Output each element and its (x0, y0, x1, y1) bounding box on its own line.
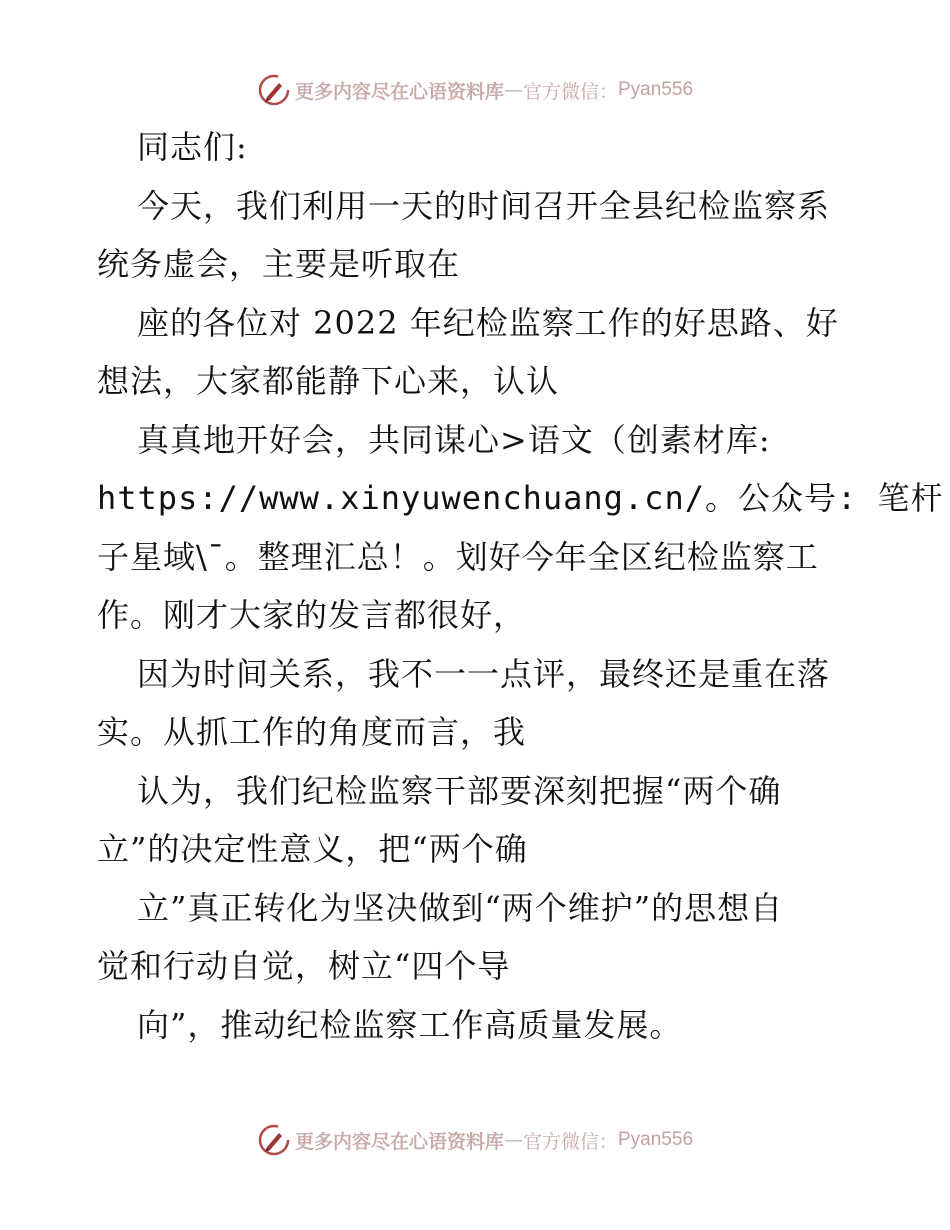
header-wechat-label: 官方微信： (522, 80, 618, 103)
body-line: 作。刚才大家的发言都很好， (97, 596, 527, 634)
header-separator: — (503, 79, 523, 101)
body-line: 认为，我们纪检监察干部要深刻把握“两个确 (137, 771, 782, 810)
body-line: https://www.xinyuwenchuang.cn/。公众号: 笔杆 (97, 479, 944, 517)
body-line: 座的各位对 2022 年纪检监察工作的好思路、好 (137, 303, 839, 342)
footer-banner (0, 1120, 950, 1160)
body-line: 真真地开好会，共同谋心>语文（创素材库: (137, 420, 771, 459)
header-banner (0, 70, 950, 110)
pen-nib-logo-icon (257, 73, 291, 107)
body-line: 想法，大家都能静下心来，认认 (97, 362, 560, 400)
pen-nib-logo-icon (257, 1123, 291, 1157)
body-line: 因为时间关系，我不一一点评，最终还是重在落 (137, 654, 831, 693)
body-line: 立”真正转化为坚决做到“两个维护”的思想自 (137, 888, 784, 927)
body-line: 统务虚会，主要是听取在 (97, 245, 461, 283)
body-line: 实。从抓工作的角度而言，我 (97, 713, 527, 751)
footer-wechat-id: Pyan556 (618, 1129, 694, 1150)
body-line: 觉和行动自觉，树立“四个导 (97, 947, 511, 985)
footer-separator: — (503, 1129, 523, 1151)
document-body (97, 118, 944, 1054)
header-wechat-id: Pyan556 (618, 79, 694, 100)
header-brand-text: 更多内容尽在心语资料库 (294, 80, 504, 103)
footer-brand-text: 更多内容尽在心语资料库 (294, 1130, 504, 1153)
body-line: 向”，推动纪检监察工作高质量发展。 (137, 1005, 683, 1044)
body-line: 今天，我们利用一天的时间召开全县纪检监察系 (137, 186, 831, 225)
body-line: 同志们: (137, 128, 248, 166)
footer-wechat-label: 官方微信： (522, 1130, 618, 1153)
body-line: 子星域\¯。整理汇总！。划好今年全区纪检监察工 (97, 537, 819, 576)
body-line: 立”的决定性意义，把“两个确 (97, 830, 528, 868)
